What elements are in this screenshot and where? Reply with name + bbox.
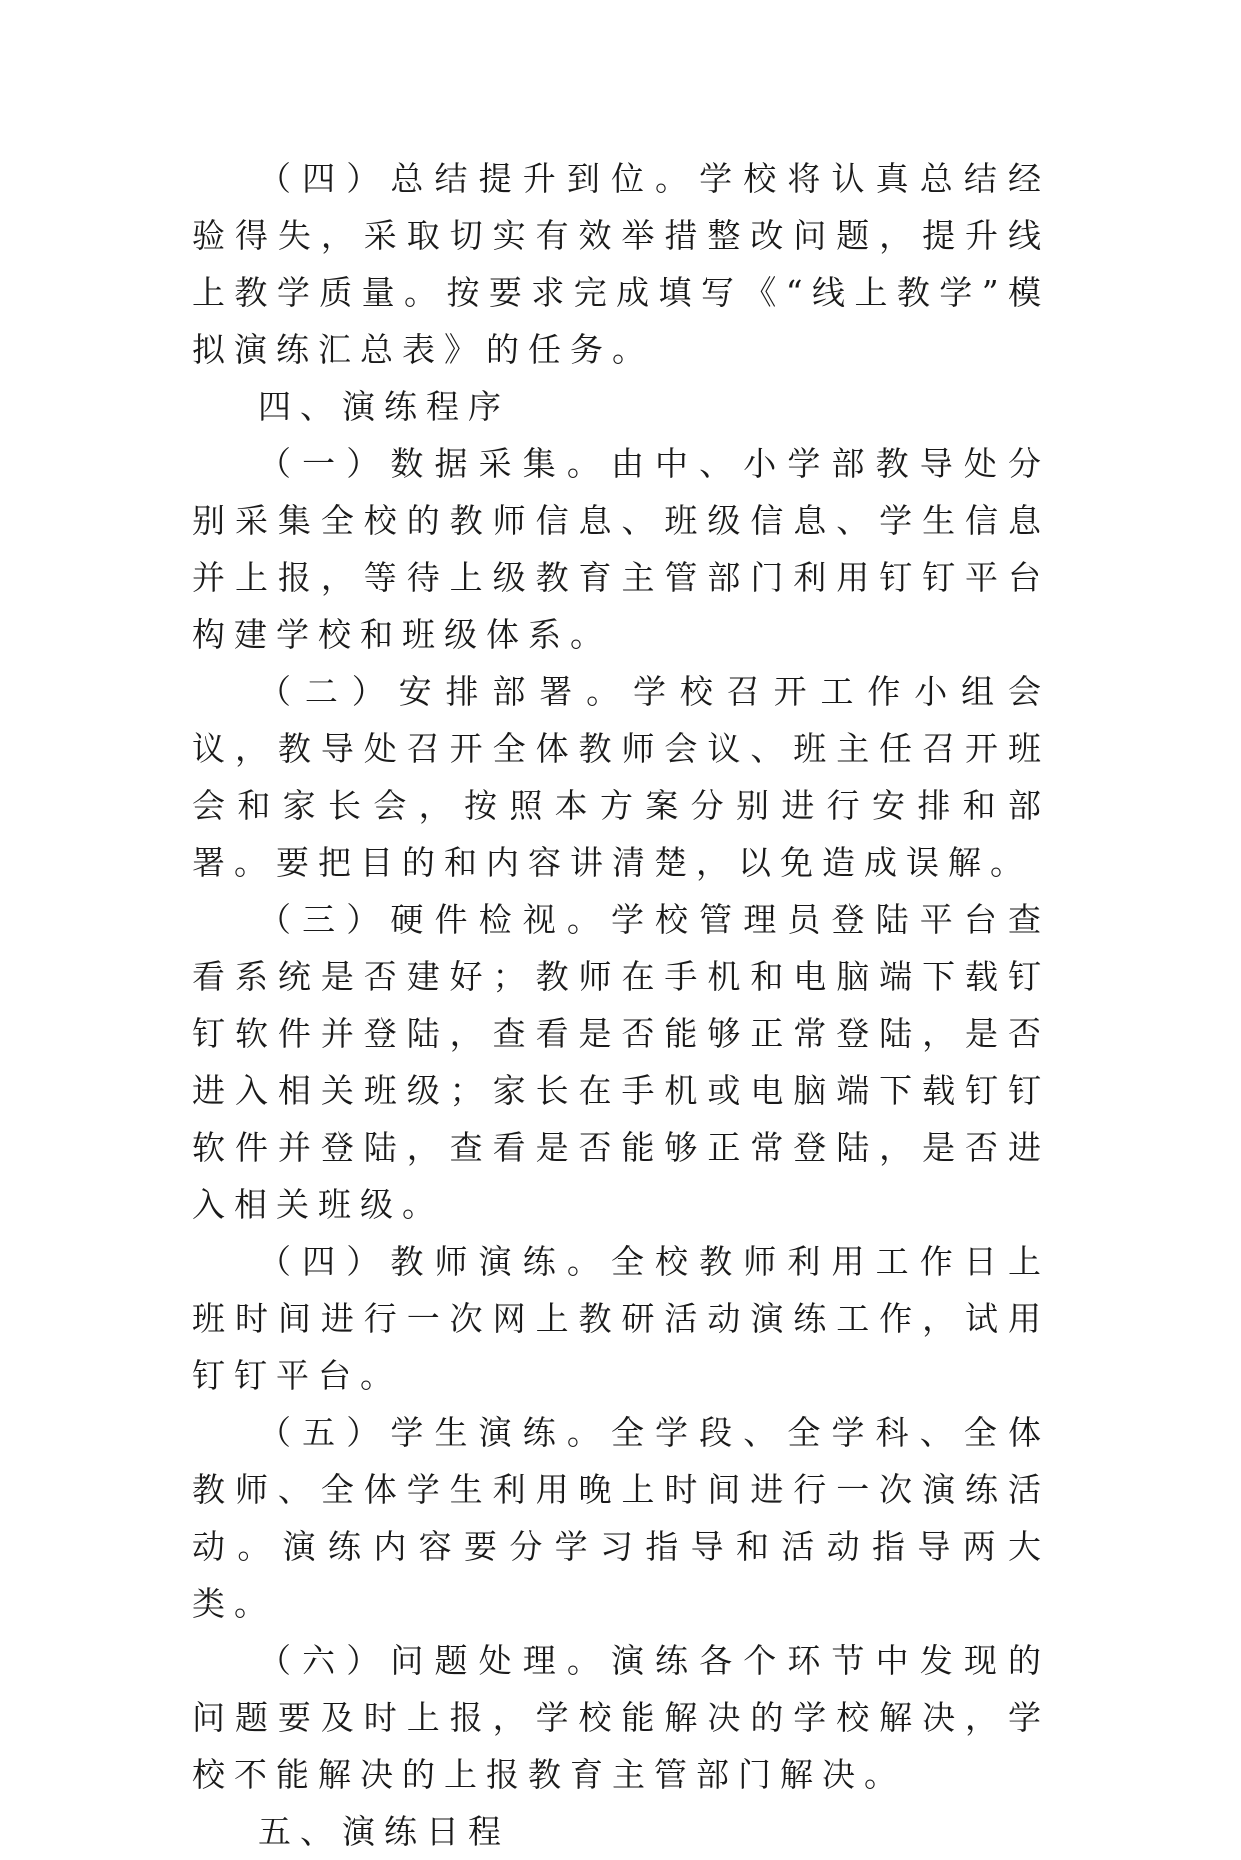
section-heading-drill-schedule: 五、演练日程 — [258, 1812, 510, 1851]
paragraph-problem-handling: （六）问题处理。演练各个环节中发现的问题要及时上报，学校能解决的学校解决，学校不能解决的上报教育主管部门解决。 — [192, 1641, 1050, 1794]
paragraph-arrangement: （二）安排部署。学校召开工作小组会议，教导处召开全体教师会议、班主任召开班会和家长会，按照本方案分别进行安排和部署。要把目的和内容讲清楚，以免造成误解。 — [192, 672, 1050, 882]
paragraph-hardware-check: （三）硬件检视。学校管理员登陆平台查看系统是否建好；教师在手机和电脑端下载钉钉软件并登陆，查看是否能够正常登陆，是否进入相关班级；家长在手机或电脑端下载钉钉软件并登陆，查看是否能够正常登陆，是否进入相关班级。 — [192, 900, 1050, 1224]
paragraph-summary-improvement: （四）总结提升到位。学校将认真总结经验得失，采取切实有效举措整改问题，提升线上教学质量。按要求完成填写《“线上教学”模拟演练汇总表》的任务。 — [192, 159, 1050, 369]
document-page — [192, 150, 1050, 1860]
section-heading-drill-procedure: 四、演练程序 — [258, 387, 510, 426]
paragraph-teacher-drill: （四）教师演练。全校教师利用工作日上班时间进行一次网上教研活动演练工作，试用钉钉平台。 — [192, 1242, 1050, 1395]
paragraph-data-collection: （一）数据采集。由中、小学部教导处分别采集全校的教师信息、班级信息、学生信息并上报，等待上级教育主管部门利用钉钉平台构建学校和班级体系。 — [192, 444, 1050, 654]
paragraph-student-drill: （五）学生演练。全学段、全学科、全体教师、全体学生利用晚上时间进行一次演练活动。演练内容要分学习指导和活动指导两大类。 — [192, 1413, 1050, 1623]
